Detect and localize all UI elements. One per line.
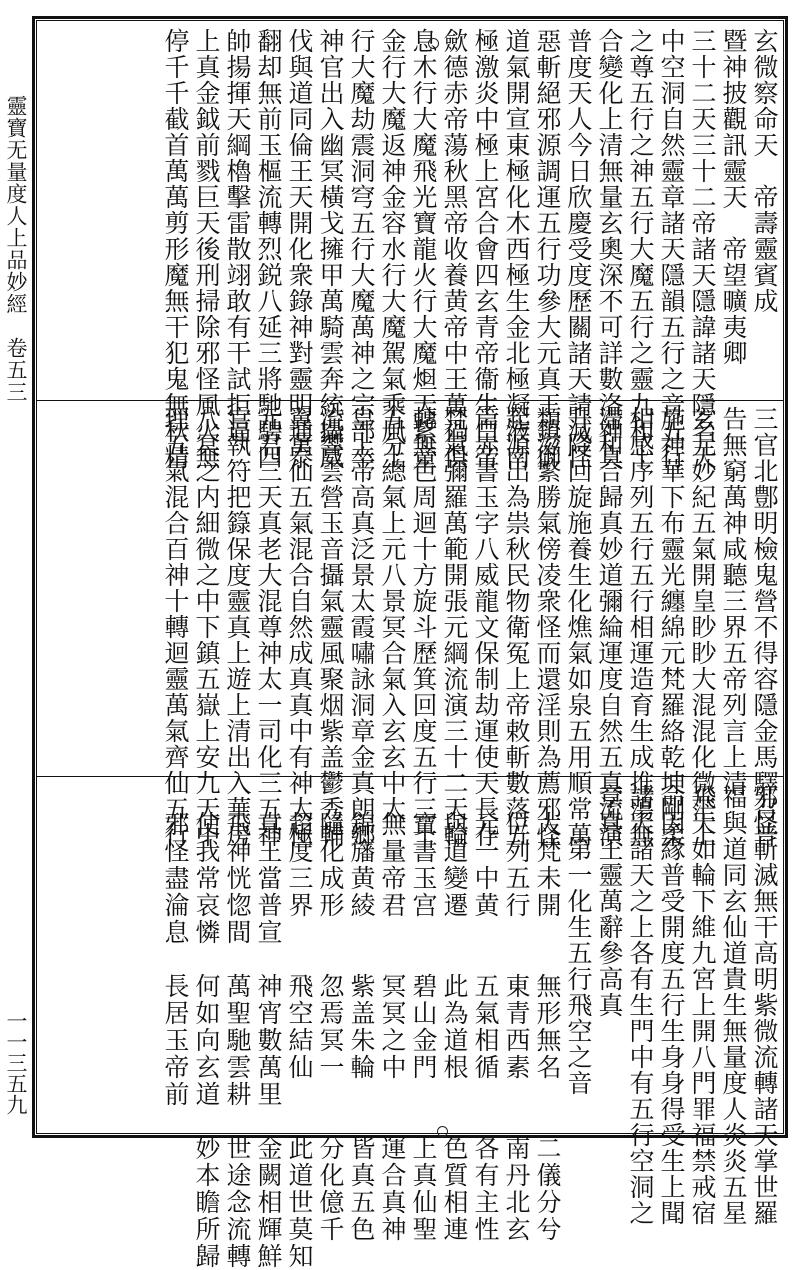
text-column: 流響雲營玉音攝氣靈風聚烟紫盖鬱秀輔 xyxy=(316,406,345,848)
section-heading: 第一化生五行飛空之音 xyxy=(564,784,593,1096)
text-column: 神官出入幽冥橫戈擁甲萬騎雲奔統攝威 xyxy=(316,28,345,470)
text-column: 停千千截首萬萬剪形魔無干犯鬼無秋精 xyxy=(161,28,190,470)
text-column: 篇赤書玉字八威龍文保制劫運使天長存 xyxy=(471,406,500,848)
text-column: 惡斬絕邪源調運五行功參大元真王鎮御 xyxy=(533,28,562,470)
text-column: 飛天如輪下維九宮上開八門罪福禁戒宿 xyxy=(688,784,717,1226)
punctuation-circle xyxy=(437,1126,448,1137)
text-column: 邪怪斬滅無干高明紫微流轉諸天掌世羅 xyxy=(750,784,779,1226)
punctuation-circle xyxy=(425,418,436,429)
text-column: 理五氣混合百神十轉迴靈萬氣齊仙五行 xyxy=(161,406,190,848)
text-column: 歛德赤帝蕩秋黑帝收養黄帝中王萬禍俱 xyxy=(440,28,469,470)
text-column: 命因緣普受開度五行生身身得受生上聞 xyxy=(657,784,686,1226)
text-column: 轉無色周迴十方旋斗歷箕回度五行三十 xyxy=(409,406,438,848)
text-column: 三官北鄷明檢鬼營不得容隱金馬驛召普 xyxy=(750,406,779,848)
text-column: 福與道同玄仙道貴生無量度人炎炎五星 xyxy=(719,784,748,1226)
text-column: 諸天諸天之上各有生門中有五行空洞之 xyxy=(626,784,655,1226)
text-column: 普度天人今日欣慶受度歷關諸天請滅怪 xyxy=(564,28,593,470)
verse-column: 使我常哀憐 何如向玄道 妙本瞻所歸 xyxy=(192,784,221,1270)
text-column: 八冥之内細微之中下鎮五嶽上安九天中 xyxy=(192,406,221,848)
verse-column: 邪怪盡淪息 長居玉帝前 xyxy=(161,784,190,1108)
verse-column: 錦旛黄綾 紫盖朱輪 皆真五色 xyxy=(347,784,376,1243)
text-column: 帥揚揮天綱櫓擊雷散翊敢有干試拒逼 xyxy=(223,28,252,444)
text-column: 元君三天真老大混尊神太一司化三五神 xyxy=(254,406,283,848)
text-column: 告無窮萬神咸聽三界五帝列言上清 xyxy=(719,406,748,796)
text-column: 梵氣彌羅萬範開張元綱流演三十二天輪 xyxy=(440,406,469,848)
text-column: 施神華下布靈光纏綿元梵羅絡乾坤剛柔 xyxy=(657,406,686,848)
text-column: 滯和合歸真妙道彌綸運度自然五真流演 xyxy=(595,406,624,848)
text-column: 翼萬仙五氣混合自然成真真中有神太極 xyxy=(285,406,314,848)
text-column: 息木行大魔飛光寶龍火行大魔炟天紫童 xyxy=(409,28,438,470)
verse-column: 寶書玉宫 碧山金門 上真仙聖 xyxy=(409,784,438,1243)
verse-column: 飛神恍惚間 萬聖馳雲耕 世途念流轉 xyxy=(223,784,252,1270)
verse-column: 隨化成形 忽焉冥一 分化億千 xyxy=(316,784,345,1243)
text-column: 三十二天三十二帝諸天隱諱諸天隱名天 xyxy=(688,28,717,470)
text-column: 皇上帝高真泛景太霞嘯詠洞章金真朗鄉 xyxy=(347,406,376,848)
text-column: 道氣開宣東極化木西極生金北極凝液南 xyxy=(502,28,531,470)
punctuation-circle xyxy=(428,38,439,49)
text-column: 合變化上清無量玄奧深不可詳數洛神真 xyxy=(595,28,624,470)
text-column: 相感序列五行五行相運造育生成推蕩無 xyxy=(626,406,655,848)
text-column: 伐與道同倫王天開化衆錄神對靈明通泰 xyxy=(285,28,314,470)
punctuation-circle xyxy=(420,372,431,383)
text-column: 中空洞自然靈章諸天隱韻五行之音五行 xyxy=(657,28,686,470)
text-column: 上真金鉞前戮巨天後刑掃除邪怪風火無 xyxy=(192,28,221,470)
verse-column: 無量帝君 冥冥之中 運合真神 xyxy=(378,784,407,1243)
text-column: 起源出為祟秋民物衛冤上帝敕斬數落五 xyxy=(502,406,531,848)
verse-column: 位列五行 東青西素 南丹北玄 xyxy=(502,784,531,1243)
text-panel-bottom xyxy=(80,784,780,1270)
verse-column: 真王當普宣 神宵數萬里 金闕相輝鮮 xyxy=(254,784,283,1270)
text-panel-top xyxy=(80,28,780,470)
text-column: 玄元妙紀五氣開皇眇眇大混混化微茫上 xyxy=(688,406,717,848)
text-panel-middle xyxy=(80,406,780,848)
verse-column: 與道變遷 此為道根 色質相連 xyxy=(440,784,469,1243)
text-column: 類滋繁勝氣傍凌衆怪而還淫則為薦邪怪 xyxy=(533,406,562,848)
text-column: 之尊五行之神五行大魔五行之靈九和十 xyxy=(626,28,655,470)
text-column: 金行大魔返神金容水行大魔駕氣乘風土 xyxy=(378,28,407,470)
text-column: 升降回旋施養生化燋氣如泉五用順常萬 xyxy=(564,406,593,848)
text-column: 五分總氣上元八景冥合氣入玄玄中太 xyxy=(378,406,407,822)
page-number: 一一三五九 xyxy=(4,1010,28,1115)
text-column: 章真王靈萬辭參高真 xyxy=(595,784,624,1018)
verse-column: 超度三界 飛空結仙 此道世莫知 xyxy=(285,784,314,1270)
text-column: 暨神披觀訊靈天 帝望曠夷卿 xyxy=(719,28,748,366)
text-column: 極激炎中極上宮合會四玄青帝衞生白帝 xyxy=(471,28,500,470)
text-column: 玄微察命天 帝壽靈賓成 xyxy=(750,28,779,314)
text-column: 官執符把籙保度靈真上遊上清出入華房 xyxy=(223,406,252,848)
verse-column: 大梵未開 無形無名 二儀分兮 xyxy=(533,784,562,1243)
verse-column: 元一中黄 五氣相循 各有主性 xyxy=(471,784,500,1243)
scripture-title: 靈寶无量度人上品妙經 卷五三 xyxy=(4,95,28,403)
text-column: 翻却無前玉樞流轉烈鋭八延三將馳騁四 xyxy=(254,28,283,470)
text-column: 行大魔劫震洞穹五行大魔萬神之宗部卒 xyxy=(347,28,376,470)
